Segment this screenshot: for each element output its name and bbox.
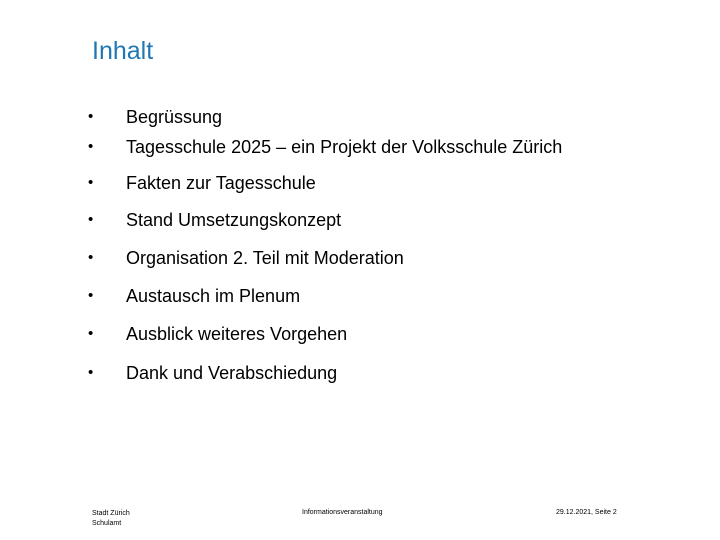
agenda-item-label: Stand Umsetzungskonzept [126, 210, 342, 230]
bullet-icon: • [88, 325, 94, 342]
bullet-icon: • [88, 174, 94, 191]
agenda-item-label: Ausblick weiteres Vorgehen [126, 324, 348, 344]
bullet-icon: • [88, 211, 94, 228]
agenda-item-label: Fakten zur Tagesschule [126, 173, 316, 193]
bullet-icon: • [88, 249, 94, 266]
agenda-item-label: Begrüssung [126, 107, 223, 127]
footer-department: Schulamt [92, 520, 122, 527]
agenda-item-label: Austausch im Plenum [126, 286, 301, 306]
agenda-item-label: Dank und Verabschiedung [126, 363, 338, 383]
footer-organization [92, 509, 130, 529]
footer-event-title: Informationsveranstaltung [302, 509, 383, 516]
agenda-item-label: Organisation 2. Teil mit Moderation [126, 248, 404, 268]
bullet-icon: • [88, 138, 94, 155]
footer-date-page: 29.12.2021, Seite 2 [556, 509, 617, 516]
bullet-icon: • [88, 108, 94, 125]
footer-org-name: Stadt Zürich [92, 510, 130, 517]
agenda-item-label: Tagesschule 2025 – ein Projekt der Volksschule Zürich [126, 137, 563, 157]
bullet-icon: • [88, 364, 94, 381]
slide-title: Inhalt [92, 37, 154, 65]
bullet-icon: • [88, 287, 94, 304]
